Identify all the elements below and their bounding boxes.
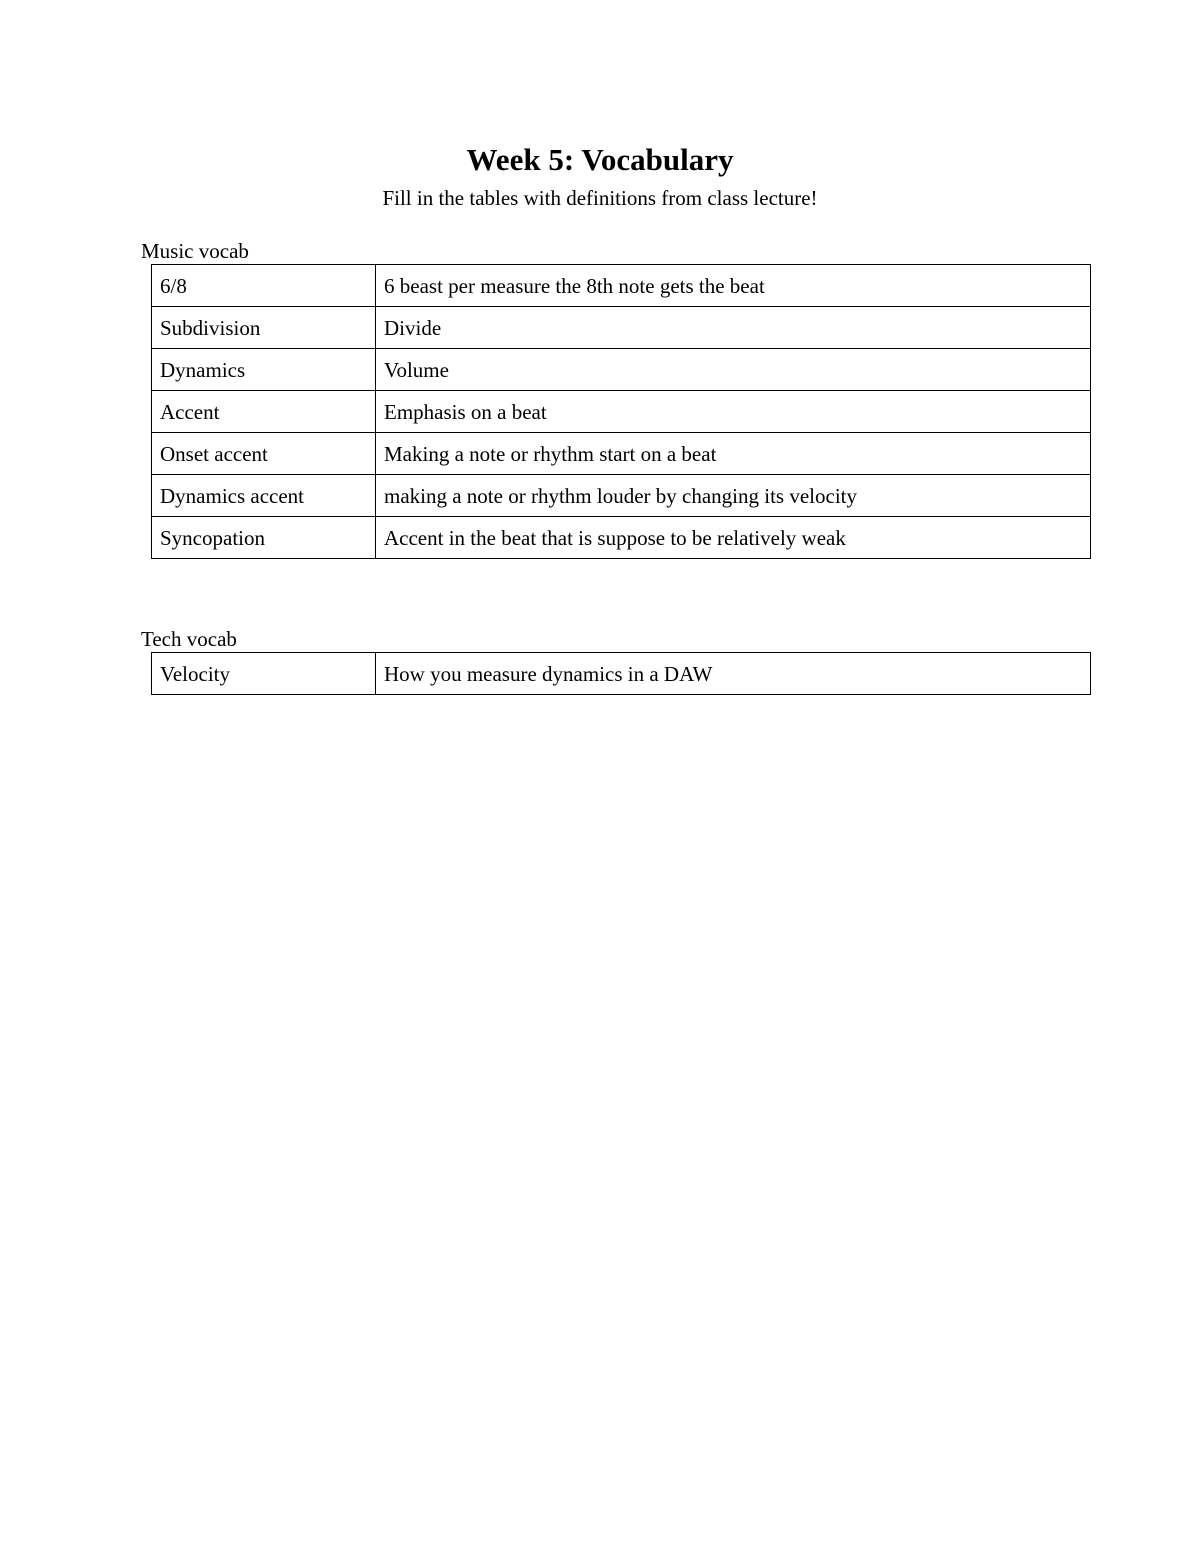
table-row (152, 349, 1091, 391)
tech-vocab-table (151, 652, 1091, 695)
table-row (152, 475, 1091, 517)
page-subtitle: Fill in the tables with definitions from class lecture! (382, 186, 818, 210)
table-row (152, 517, 1091, 559)
definition-cell: Divide (376, 307, 1091, 349)
term-cell: Syncopation (152, 517, 376, 559)
music-vocab-label: Music vocab (141, 239, 249, 263)
page-title: Week 5: Vocabulary (466, 142, 734, 177)
table-row (152, 265, 1091, 307)
definition-cell: Emphasis on a beat (376, 391, 1091, 433)
definition-cell: Volume (376, 349, 1091, 391)
table-row (152, 433, 1091, 475)
term-cell: Dynamics (152, 349, 376, 391)
definition-cell: Accent in the beat that is suppose to be relatively weak (376, 517, 1091, 559)
term-cell: Accent (152, 391, 376, 433)
definition-cell: Making a note or rhythm start on a beat (376, 433, 1091, 475)
term-cell: Subdivision (152, 307, 376, 349)
term-cell: Onset accent (152, 433, 376, 475)
table-row (152, 307, 1091, 349)
term-cell: Velocity (152, 653, 376, 695)
definition-cell: How you measure dynamics in a DAW (376, 653, 1091, 695)
table-row (152, 653, 1091, 695)
definition-cell: 6 beast per measure the 8th note gets the beat (376, 265, 1091, 307)
tech-vocab-label: Tech vocab (141, 627, 237, 651)
music-vocab-table (151, 264, 1091, 559)
term-cell: Dynamics accent (152, 475, 376, 517)
term-cell: 6/8 (152, 265, 376, 307)
definition-cell: making a note or rhythm louder by changing its velocity (376, 475, 1091, 517)
table-row (152, 391, 1091, 433)
